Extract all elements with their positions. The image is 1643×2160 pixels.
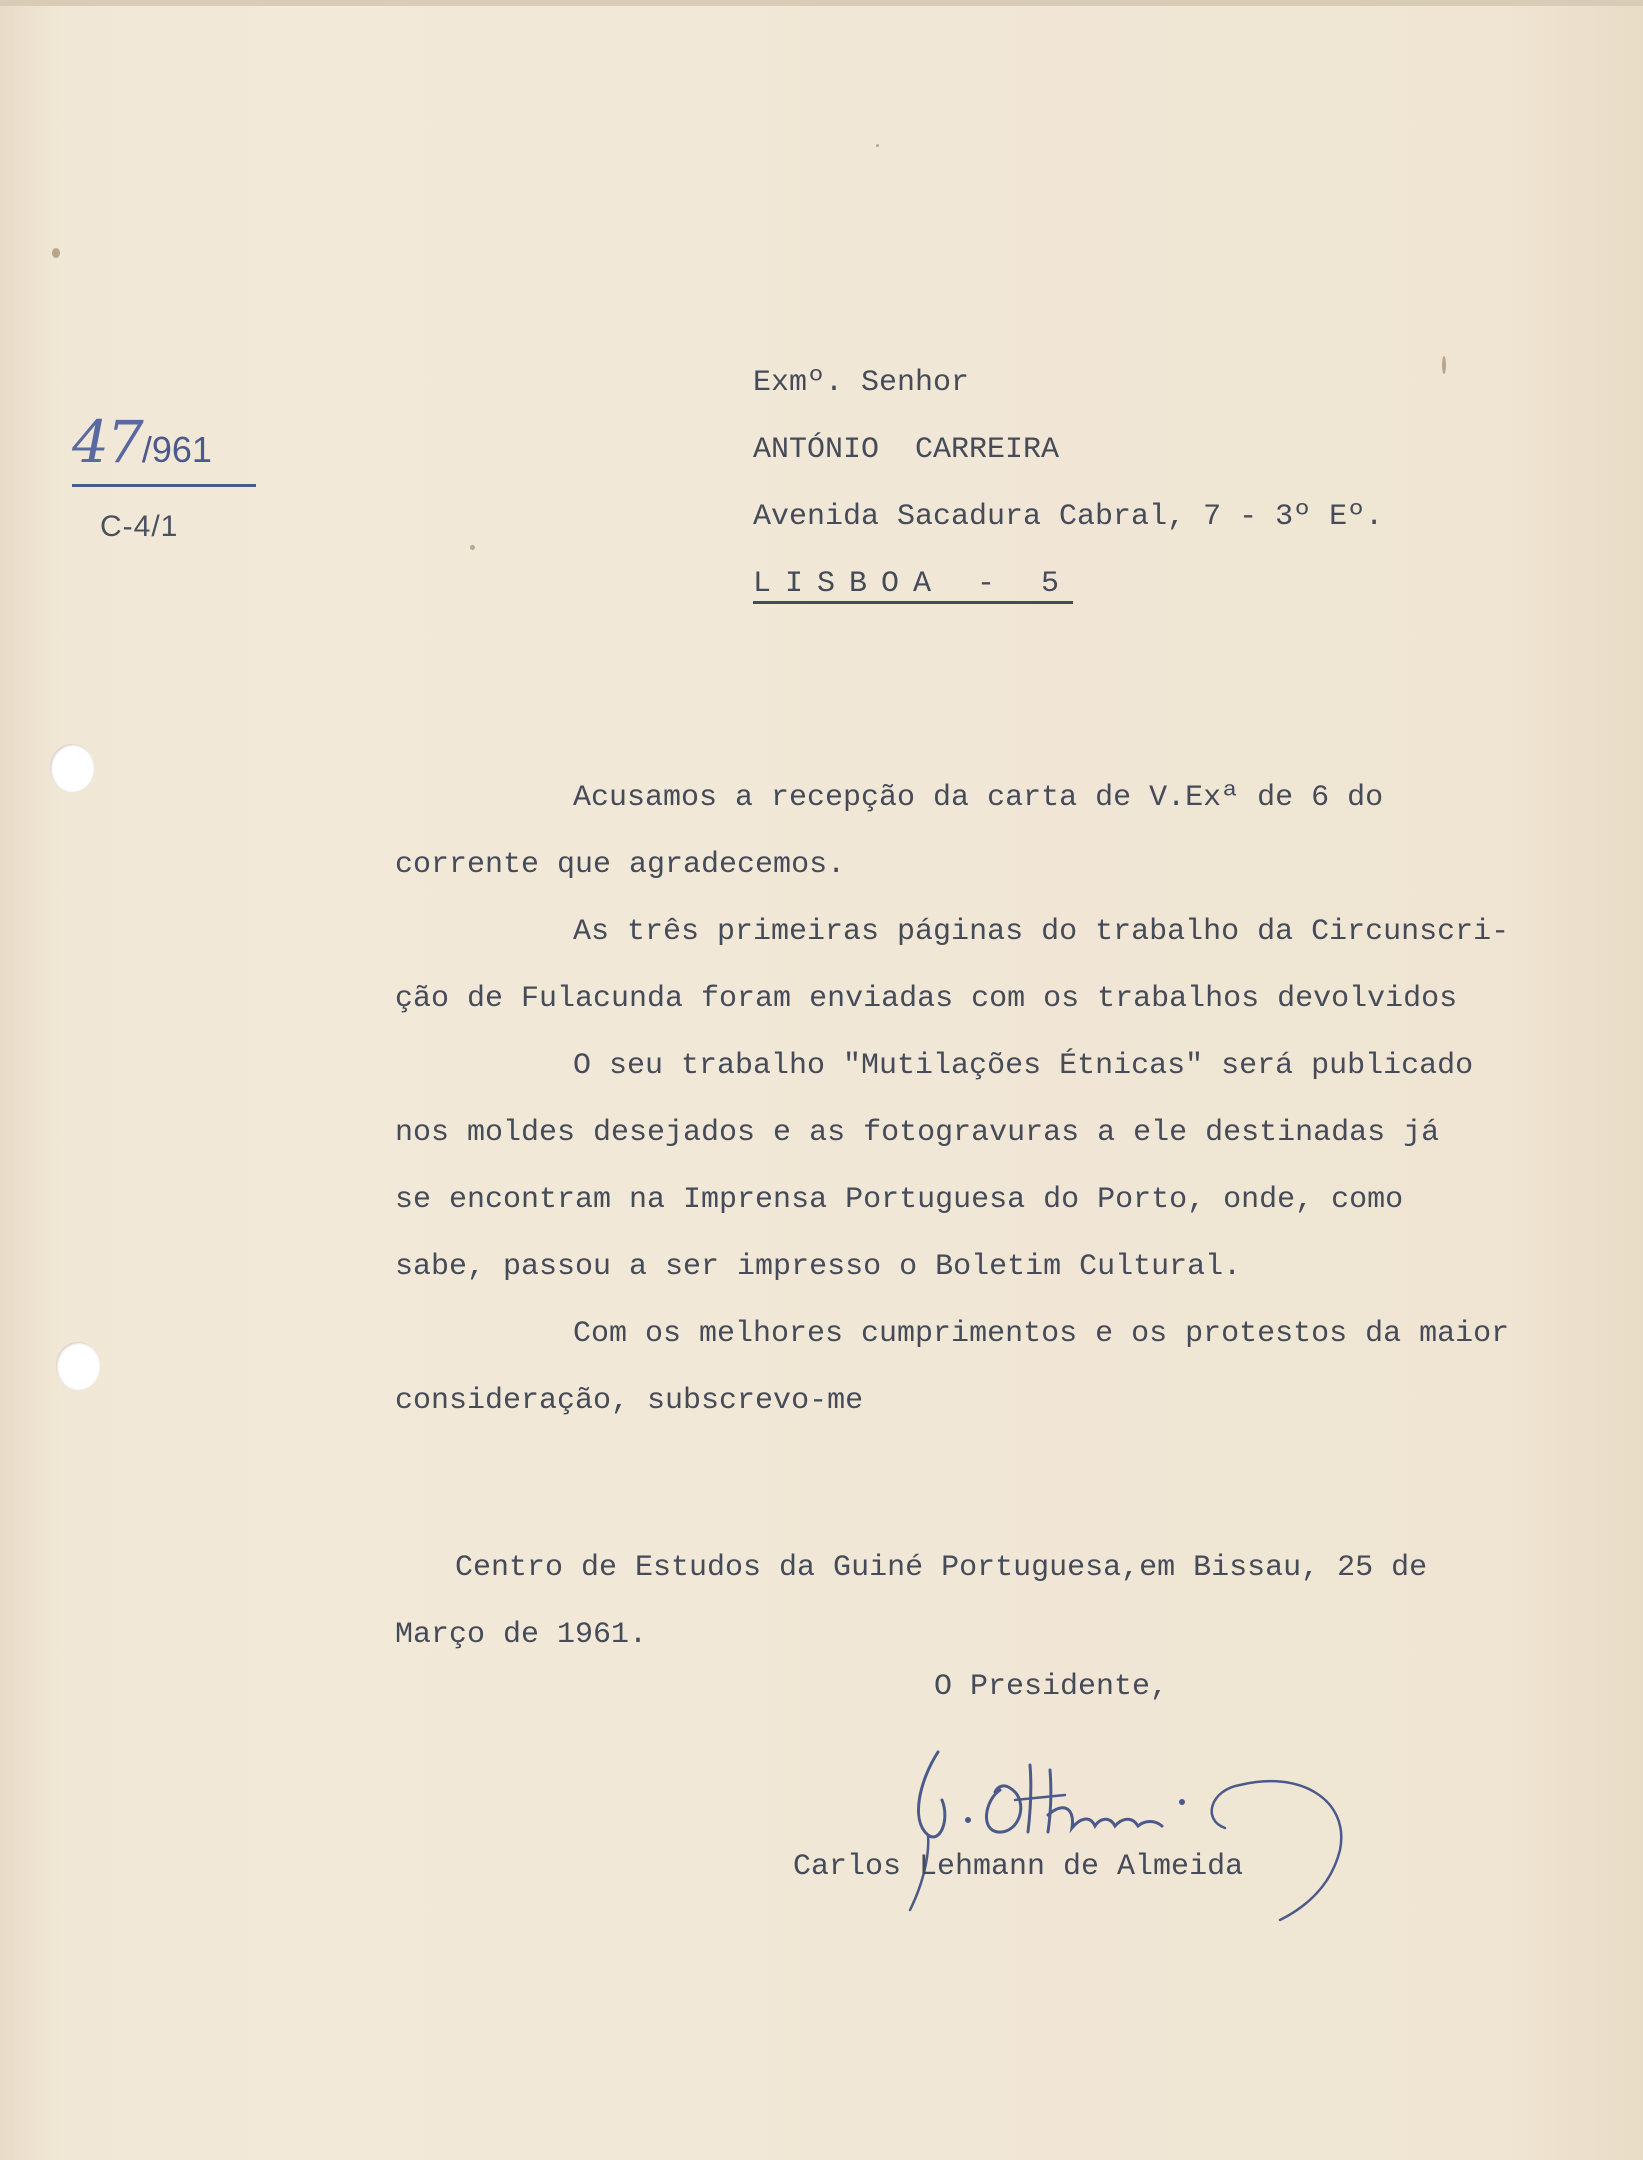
letter-body — [395, 765, 1625, 1435]
body-line: ção de Fulacunda foram enviadas com os trabalhos devolvidos — [395, 982, 1458, 1016]
reference-handwritten-number: 47 — [72, 408, 142, 476]
paper-speck — [52, 248, 60, 258]
punch-hole-bottom — [56, 1342, 100, 1390]
punch-hole-top — [50, 744, 94, 792]
body-line: Acusamos a recepção da carta de V.Exª de 6 do — [573, 781, 1384, 815]
paper-speck — [1442, 356, 1446, 374]
body-line: se encontram na Imprensa Portuguesa do Porto, onde, como — [395, 1183, 1404, 1217]
body-line: Com os melhores cumprimentos e os protestos da maior — [573, 1317, 1510, 1351]
signer-name: Carlos Lehmann de Almeida — [793, 1850, 1244, 1884]
place-date-line: Centro de Estudos da Guiné Portuguesa,em Bissau, 25 de — [455, 1551, 1428, 1585]
body-line: As três primeiras páginas do trabalho da Circunscri- — [573, 915, 1510, 949]
place-date-block — [395, 1535, 1427, 1669]
addressee-salutation: Exmº. Senhor — [753, 366, 970, 400]
reference-number — [72, 408, 262, 476]
addressee-name: ANTÓNIO CARREIRA — [753, 433, 1060, 467]
body-line: O seu trabalho "Mutilações Étnicas" será publicado — [573, 1049, 1474, 1083]
paper-speck — [876, 144, 879, 147]
addressee-street: Avenida Sacadura Cabral, 7 - 3º Eº. — [753, 500, 1384, 534]
place-date-line: Março de 1961. — [395, 1618, 648, 1652]
reference-underline — [72, 484, 256, 487]
handwritten-signature — [880, 1740, 1400, 1930]
paper-speck — [470, 545, 475, 550]
signoff-title: O Presidente, — [934, 1670, 1169, 1704]
reference-code: C-4/1 — [100, 510, 179, 543]
body-line: consideração, subscrevo-me — [395, 1384, 864, 1418]
body-line: corrente que agradecemos. — [395, 848, 846, 882]
body-line: sabe, passou a ser impresso o Boletim Cultural. — [395, 1250, 1242, 1284]
addressee-block — [753, 350, 1383, 618]
addressee-city: LISBOA - 5 — [753, 567, 1074, 601]
reference-year: /961 — [141, 429, 212, 470]
paper-top-edge — [0, 0, 1643, 6]
body-line: nos moldes desejados e as fotogravuras a ele destinadas já — [395, 1116, 1440, 1150]
